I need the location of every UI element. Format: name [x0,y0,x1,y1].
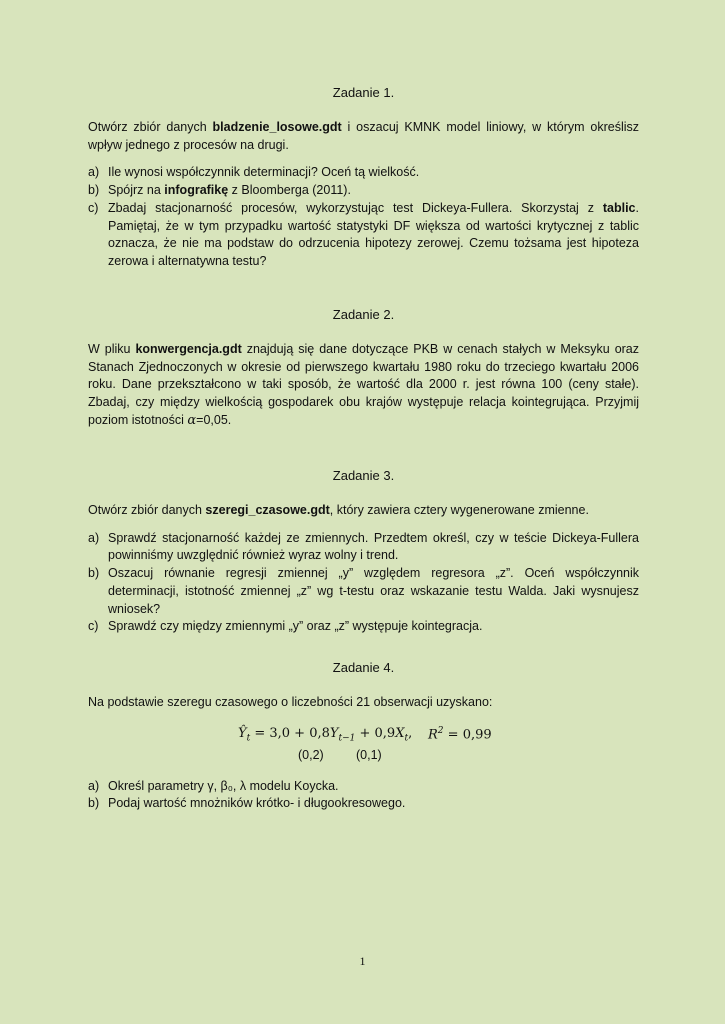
item-marker: c) [88,200,99,215]
task-2-post: znajdują się dane dotyczące PKB w cenach stałych w Meksyku oraz Stanach Zjednoczonych w okresie od pierwszego kwartału 1980 roku do trzeciego kwartału 2006 roku. Dane przekształcono w taki sposób, że wartość dla 2000 r. jest równa 100 (ceny stałe). Zbadaj, czy między wielkością gospodarek obu krajów występuje relacja kointegrująca. Przyjmij poziom istotności [88,342,640,427]
list-item [88,795,639,813]
eq-part: , [408,725,413,741]
eq-x: X [395,725,405,741]
eq-y-sub: t−1 [338,733,356,744]
r2-value: = 0,99 [443,727,492,743]
item-marker: b) [88,566,100,581]
task-1-list [88,164,639,270]
tablic-link: tablic [602,200,636,215]
r2-sup: 2 [437,725,444,736]
item-marker: c) [88,619,99,634]
task-2-pre: W pliku [88,342,136,356]
task-1-intro-post: i oszacuj KMNK model liniowy, w którym określisz wpływ jednego z procesów na drugi. [88,120,639,152]
page-number: 1 [359,954,366,968]
equation [88,726,639,748]
item-marker: a) [88,530,100,545]
item-text: Określ parametry γ, β₀, λ modelu Koycka. [108,778,339,793]
task-1-filename: bladzenie_losowe.gdt [212,120,342,134]
r-squared [428,726,492,742]
alpha-value: =0,05. [196,412,232,427]
task-1-heading: Zadanie 1. [332,85,395,100]
list-item [88,530,639,565]
std-error-1: (0,2) [298,747,324,762]
list-item [88,200,639,271]
standard-errors [88,748,639,766]
task-4-list [88,778,639,813]
item-marker: a) [88,778,100,793]
task-3-intro [88,502,639,520]
task-3-heading: Zadanie 3. [332,468,395,483]
item-text: Ile wynosi współczynnik determinacji? Oceń tą wielkość. [108,165,420,180]
task-1-intro-pre: Otwórz zbiór danych [88,120,213,134]
task-2-text [88,341,639,430]
task-3-intro-pre: Otwórz zbiór danych [88,503,206,517]
task-3-list [88,530,639,636]
task-3-filename: szeregi_czasowe.gdt [205,503,330,517]
item-text: Sprawdź stacjonarność każdej ze zmiennych. Przedtem określ, czy w teście Dickeya-Fullera powinniśmy uwzględnić również wyraz wolny i trend. [108,530,639,563]
eq-x-sub: t [404,733,409,744]
list-item [88,182,639,200]
task-4 [88,659,639,813]
list-item [88,618,639,636]
task-2-filename: konwergencja.gdt [135,342,242,356]
eq-part: = 3,0 + 0,8 [250,725,330,741]
list-item [88,164,639,182]
task-4-heading: Zadanie 4. [332,660,395,675]
task-2-heading: Zadanie 2. [332,307,395,322]
task-1 [88,84,639,271]
task-3-intro-post: , który zawiera cztery wygenerowane zmienne. [329,503,589,517]
eq-lhs-sub: t [246,733,251,744]
item-text: Spójrz na [108,183,165,198]
list-item [88,778,639,796]
item-marker: b) [88,183,100,198]
item-text: Podaj wartość mnożników krótko- i długookresowego. [108,796,406,811]
item-text: Sprawdź czy między zmiennymi „y” oraz „z” występuje kointegracja. [108,619,483,634]
item-text: Zbadaj stacjonarność procesów, wykorzystując test Dickeya-Fullera. Skorzystaj z [108,200,603,215]
alpha-symbol: α [187,412,197,428]
regression-equation [238,726,412,744]
std-error-2: (0,1) [356,747,382,762]
item-text: . Pamiętaj, że w tym przypadku wartość statystyki DF większa od wartości krytycznej z tablic oznacza, że nie ma podstaw do odrzucenia hipotezy zerowej. Czemu tożsama jest hipoteza zerowa i alternatywna testu? [108,200,639,268]
item-text: z Bloomberga (2011). [228,183,351,198]
task-2 [88,306,639,430]
r2-var: R [428,727,438,743]
item-marker: a) [88,165,100,180]
infografika-link: infografikę [164,183,229,198]
item-text: Oszacuj równanie regresji zmiennej „y” względem regresora „z”. Oceń współczynnik determinacji, istotność zmiennej „z” wg t-testu oraz wskazanie testu Walda. Jaki wysnujesz wniosek? [108,566,639,616]
task-4-intro: Na podstawie szeregu czasowego o liczebności 21 obserwacji uzyskano: [88,695,493,709]
item-marker: b) [88,796,100,811]
list-item [88,565,639,618]
eq-lhs: Ŷ [238,725,247,741]
task-3 [88,467,639,636]
eq-part: + 0,9 [355,725,396,741]
task-1-intro [88,119,639,154]
eq-y: Y [329,725,339,741]
